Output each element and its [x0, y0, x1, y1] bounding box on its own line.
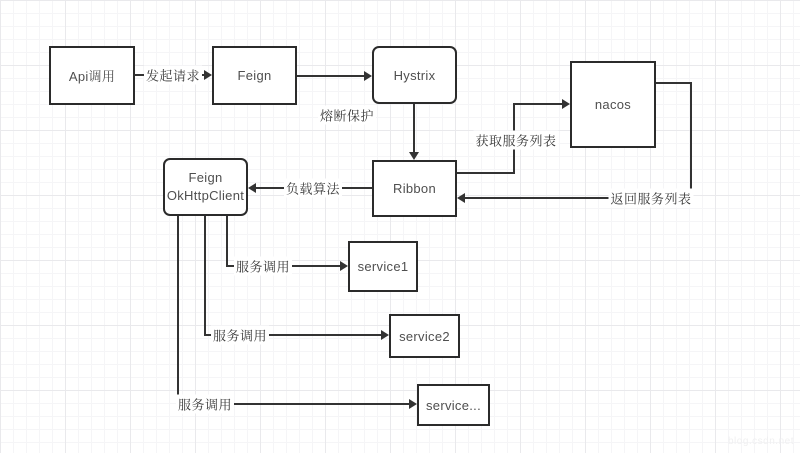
edge-label-return-services: 返回服务列表	[608, 189, 693, 208]
edge-okhttp-service2-seg1	[204, 216, 206, 336]
edge-label-call1: 服务调用	[234, 257, 292, 276]
node-service1-label: service1	[357, 259, 409, 274]
node-hystrix-label: Hystrix	[393, 67, 436, 83]
edge-label-call2: 服务调用	[211, 326, 269, 345]
node-ribbon	[372, 160, 457, 217]
arrowhead-nacos-ribbon	[457, 193, 465, 203]
arrowhead-hystrix-ribbon	[409, 152, 419, 160]
edge-okhttp-service-more-seg1	[177, 216, 179, 405]
watermark: blog.csdn.net	[728, 436, 794, 447]
arrowhead-feign-hystrix	[364, 71, 372, 81]
edge-nacos-ribbon-seg1	[656, 82, 692, 84]
arrowhead-ribbon-okhttp	[248, 183, 256, 193]
node-service2-label: service2	[399, 328, 450, 344]
arrowhead-okhttp-service1	[340, 261, 348, 271]
node-ribbon-label: Ribbon	[393, 181, 436, 196]
edge-okhttp-service1-seg1	[226, 216, 228, 267]
node-feign-okhttpclient	[163, 158, 248, 216]
node-nacos-label: nacos	[594, 97, 632, 112]
node-api-label: Api调用	[68, 69, 116, 84]
arrowhead-okhttp-service-more	[409, 399, 417, 409]
edge-feign-hystrix	[297, 75, 364, 77]
node-feign-okhttpclient-line1: Feign	[188, 170, 223, 186]
node-service1	[348, 241, 418, 292]
edge-ribbon-nacos-seg1	[457, 172, 515, 174]
edge-label-load-balance: 负载算法	[284, 179, 342, 198]
node-feign-label: Feign	[237, 68, 272, 83]
arrowhead-ribbon-nacos	[562, 99, 570, 109]
node-hystrix	[372, 46, 457, 104]
node-nacos	[570, 61, 656, 148]
edge-ribbon-nacos-seg3	[513, 103, 562, 105]
edge-label-fetch-services: 获取服务列表	[473, 131, 558, 150]
edge-nacos-ribbon-seg2	[690, 82, 692, 199]
node-feign-okhttpclient-line2: OkHttpClient	[166, 188, 245, 203]
arrowhead-api-feign	[204, 70, 212, 80]
node-api	[49, 46, 135, 105]
edge-label-circuit-break: 熔断保护	[318, 106, 376, 125]
node-service-more-label: service...	[425, 397, 481, 413]
edge-label-request: 发起请求	[144, 66, 202, 85]
node-feign	[212, 46, 297, 105]
node-service-more	[417, 384, 490, 426]
edge-hystrix-ribbon	[413, 104, 415, 152]
node-service2	[389, 314, 460, 358]
arrowhead-okhttp-service2	[381, 330, 389, 340]
edge-label-call3: 服务调用	[176, 395, 234, 414]
